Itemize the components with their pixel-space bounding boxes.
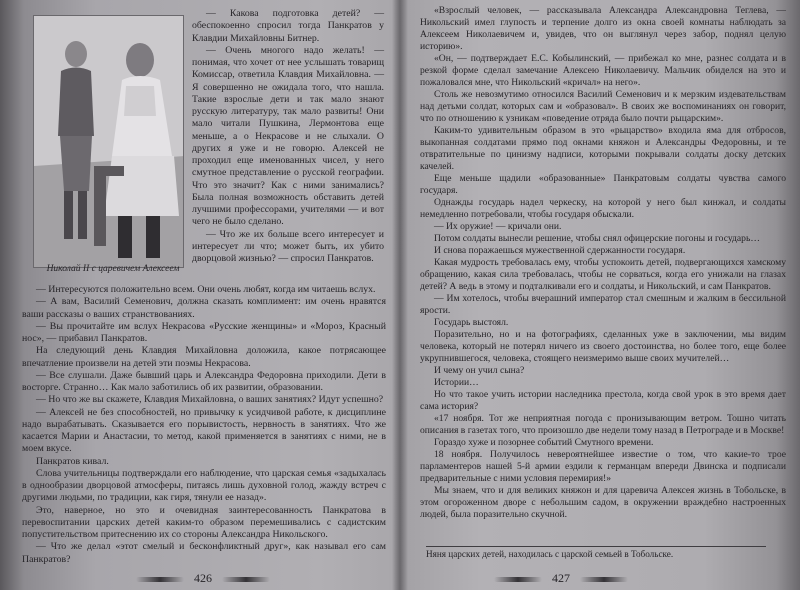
paragraph: Но что такое учить истории наследника престола, когда свой урок в это время дает сама история? — [420, 389, 786, 412]
paragraph: Поразительно, но и на фотографиях, сделанных уже в заключении, мы видим человека, который не потерял ничего из своего достоинства, но более того, еще более укрупнившегося, человека, стоящего неизмеримо выше своих мучителей… — [420, 329, 786, 364]
photo-caption: Николай II с царевичем Алексеем — [46, 264, 180, 274]
paragraph: Слова учительницы подтверждали его наблюдение, что царская семья «задыхалась в однообразии дворцовой атмосферы, питаясь лишь духовной голод, жажду встреч с другими людьми, по традиции, как гиря, тянули ее назад». — [22, 467, 386, 504]
page-number-right — [486, 569, 636, 589]
paragraph: — А вам, Василий Семенович, должна сказать комплимент: им очень нравятся ваши рассказы о ваших странствованиях. — [22, 296, 386, 320]
paragraph: — Все слушали. Даже бывший царь и Александра Федоровна приходили. Дети в восторге. Странно… Как мало заботились об их развитии, образовании. — [22, 369, 386, 393]
page-number: 427 — [552, 571, 570, 585]
paragraph: — Какова подготовка детей? — обеспокоенно спросил тогда Панкратов у Клавдии Михайловны Битнер. — [192, 8, 384, 44]
folio-ornament — [136, 577, 184, 582]
paragraph: — Но что же вы скажете, Клавдия Михайловна, о ваших занятиях? Идут успешно? — [36, 394, 384, 406]
paragraph: — Что же их больше всего интересует и интересует ли что; может быть, их убито дворцовой жизнью? — спросил Панкратов. — [192, 228, 384, 264]
paragraph: — Что же делал «этот смелый и бесконфликтный друг», как называл его сам Панкратов? — [22, 541, 386, 565]
paragraph: Истории… — [434, 377, 479, 388]
left-upper-column — [192, 8, 384, 265]
right-column — [420, 5, 786, 521]
left-lower-column — [22, 284, 386, 566]
paragraph: Какая мудрость требовалась ему, чтобы успокоить детей, подвергающихся хамскому обращению, какая сила требовалась, чтобы не сорваться, когда его унижали на глазах детей? А ведь в этому и подталкивали его и солдаты, и Никольский, и сам Панкратов. — [420, 257, 786, 292]
paragraph: — Вы прочитайте им вслух Некрасова «Русские женщины» и «Мороз, Красный нос», — прибавил Панкратов. — [22, 320, 386, 344]
paragraph: Это, наверное, но это и очевидная заинтересованность Панкратова в перевоспитании царских детей каким-то образом перемешивались с садистским попустительством притеснению их со стороны Александра Никольского. — [22, 504, 386, 540]
paragraph: — Интересуются положительно всем. Они очень любят, когда им читаешь вслух. — [36, 284, 376, 295]
paragraph: Потом солдаты вынесли решение, чтобы снял офицерские погоны и государь… — [434, 233, 760, 244]
paragraph: Еще меньше щадили «образованные» Панкратовым солдаты чувства самого государя. — [420, 173, 786, 196]
paragraph: 18 ноября. Получилось невероятнейшее известие о том, что какие-то трое парламентеров нашей 5-й армии ездили к германцам впереди Двинска и подписали предварительные с ними условия перемирия!» — [420, 449, 786, 484]
paragraph: «Он, — подтверждает Е.С. Кобылинский, — прибежал ко мне, разнес солдата и в резкой форме сделал замечание Алексею Николаевичу. Мальчик обиделся на это и пожаловался мне, что Никольский «кричал» на него». — [420, 53, 786, 88]
paragraph: — Их оружие! — кричали они. — [434, 221, 562, 232]
paragraph: И снова поражаешься мужественной сдержанности государя. — [434, 245, 686, 256]
paragraph: Однажды государь надел черкеску, на которой у него был кинжал, и солдаты немедленно потребовали, чтобы государя обыскали. — [420, 197, 786, 220]
photo-illustration — [34, 16, 184, 268]
photo-tsar-and-tsarevich — [33, 15, 184, 268]
page-number-left — [128, 569, 278, 589]
paragraph: Каким-то удивительным образом в это «рыцарство» входила яма для отбросов, выкопанная солдатами прямо под окнами княжон и Александры Федоровны, и те отвратительные по цинизму надписи, которыми покрывали солдаты доску детских качелей. — [420, 125, 786, 172]
paragraph: Гораздо хуже и позорнее событий Смутного времени. — [434, 437, 654, 448]
paragraph: «Взрослый человек, — рассказывала Александра Александровна Теглева, — Никольский имел глупость и терпение долго из окна своей комнаты наблюдать за Алексеем Николаевичем и, увидев, что он выглянул через забор, поднял целую историю». — [420, 5, 786, 52]
footnote: Няня царских детей, находилась с царской семьей в Тобольске. — [426, 546, 766, 560]
folio-ornament — [580, 577, 628, 582]
paragraph: «17 ноября. Тот же неприятная погода с пронизывающим ветром. Тошно читать описания в газетах того, что произошло две недели тому назад в Петрограде и в Москве! — [420, 413, 786, 436]
paragraph: — Алексей не без способностей, но привычку к усидчивой работе, к дисциплине надо вырабатывать. Сказывается его порывистость, нервность в занятиях. Что же касается Марии и Анастасии, то метод, какой применяется в занятиях с ними, не в моем вкусе. — [22, 406, 386, 455]
paragraph: На следующий день Клавдия Михайловна доложила, какое потрясающее впечатление произвели на детей эти поэмы Некрасова. — [22, 345, 386, 369]
paragraph: Столь же невозмутимо относился Василий Семенович и к мерзким издевательствам над детьми солдат, которых сам и «образовал». В своих же воспоминаниях он говорит, что по отношению к узникам «поведение отряда было почти рыцарским». — [420, 89, 786, 124]
left-page — [0, 0, 398, 590]
paragraph: — Очень многого надо желать! — понимая, что хочет от нее услышать товарищ Комиссар, ответила Клавдия Михайловна. — Я совершенно не ожидала того, что нашла. Такие взрослые дети и так мало знают русскую литературу, так мало развиты! Они мало читали Пушкина, Лермонтова еще меньше, а о Некрасове и не слыхали. О других я уже и не говорю. Алексей не проходил еще именованных чисел, у него смутное представление о русской географии. Что это значит? Как с ними занимались? Была полная возможность обставить детей лучшими профессорами, учителями — и вот чего не было сделано. — [192, 44, 384, 228]
page-number: 426 — [194, 571, 212, 585]
folio-ornament — [494, 577, 542, 582]
right-page — [402, 0, 800, 590]
paragraph: Панкратов кивал. — [36, 455, 109, 467]
paragraph: Мы знаем, что и для великих княжон и для царевича Алексея жизнь в Тобольске, в этом огороженном дворе с небольшим садом, в окружении враждебно настроенных людей, была поразительно скучной. — [420, 485, 786, 520]
folio-ornament — [222, 577, 270, 582]
paragraph: Государь выстоял. — [434, 317, 509, 328]
paragraph: И чему он учил сына? — [434, 365, 525, 376]
paragraph: — Им хотелось, чтобы вчерашний император стал смешным и жалким в бессильной ярости. — [420, 293, 786, 316]
